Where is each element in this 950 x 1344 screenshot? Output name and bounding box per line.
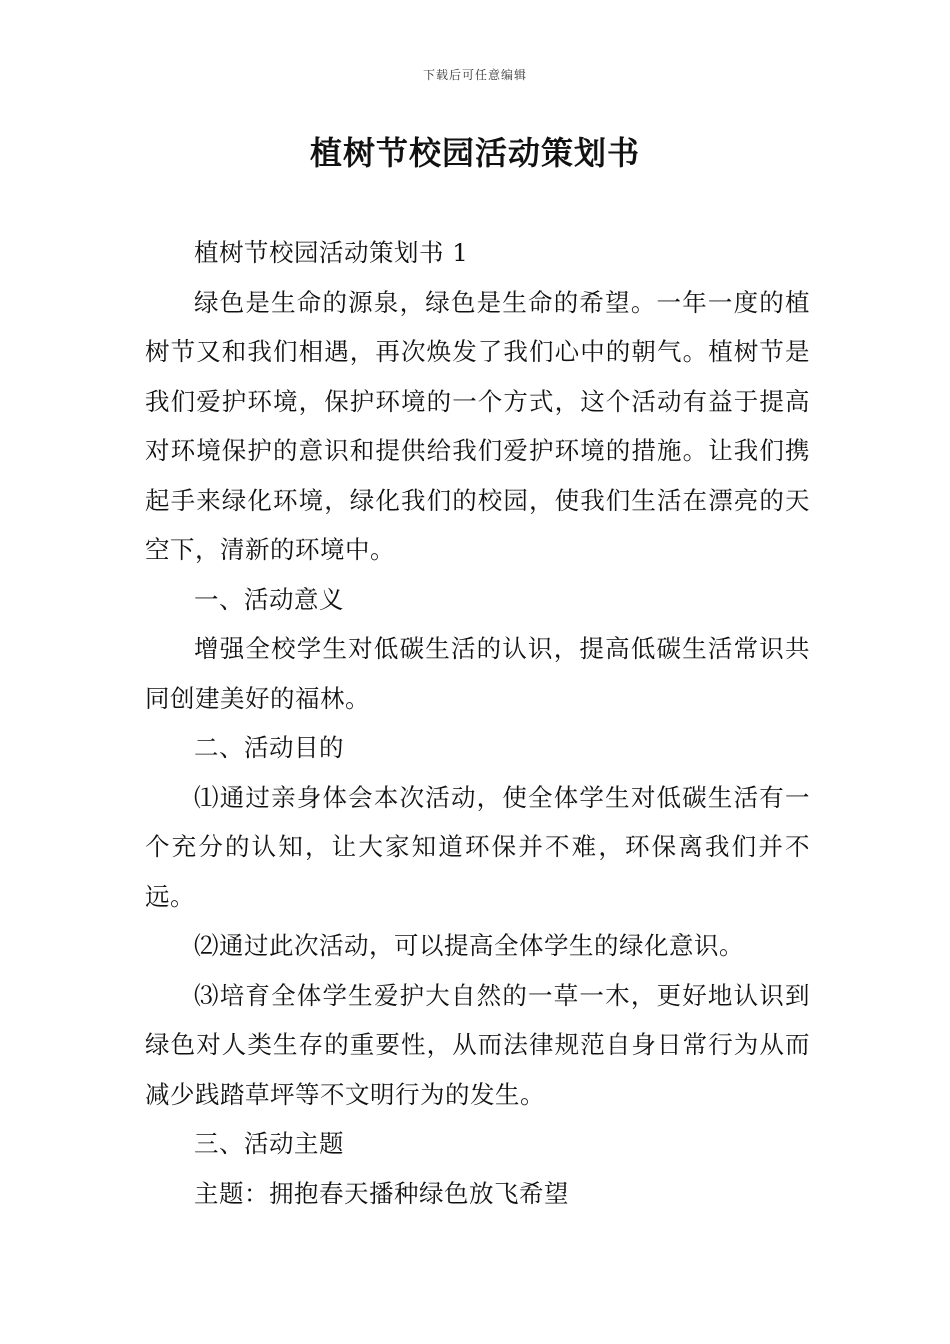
significance-paragraph: 增强全校学生对低碳生活的认识，提高低碳生活常识共同创建美好的福林。: [145, 634, 810, 713]
theme-paragraph: 主题：拥抱春天播种绿色放飞希望: [194, 1178, 569, 1208]
purpose-item-2: ⑵通过此次活动，可以提高全体学生的绿化意识。: [194, 931, 744, 960]
section-heading-purpose: 二、活动目的: [194, 733, 344, 762]
intro-paragraph: 绿色是生命的源泉，绿色是生命的希望。一年一度的植树节又和我们相遇，再次焕发了我们心中的朝气。植树节是我们爱护环境，保护环境的一个方式，这个活动有益于提高对环境保护的意识和提供给我们爱护环境的措施。让我们携起手来绿化环境，绿化我们的校园，使我们生活在漂亮的天空下，清新的环境中。: [145, 287, 810, 564]
document-title: 植树节校园活动策划书: [309, 134, 640, 172]
header-note: 下载后可任意编辑: [422, 68, 527, 82]
purpose-item-3: ⑶培育全体学生爱护大自然的一草一木，更好地认识到绿色对人类生存的重要性，从而法律规范自身日常行为从而减少践踏草坪等不文明行为的发生。: [145, 980, 810, 1109]
section-heading-theme: 三、活动主题: [194, 1129, 344, 1158]
subtitle-paragraph: 植树节校园活动策划书 1: [194, 238, 469, 267]
document-body: [145, 228, 810, 1218]
section-heading-significance: 一、活动意义: [194, 584, 344, 614]
purpose-item-1: ⑴通过亲身体会本次活动，使全体学生对低碳生活有一个充分的认知，让大家知道环保并不难，环保离我们并不远。: [145, 782, 810, 911]
